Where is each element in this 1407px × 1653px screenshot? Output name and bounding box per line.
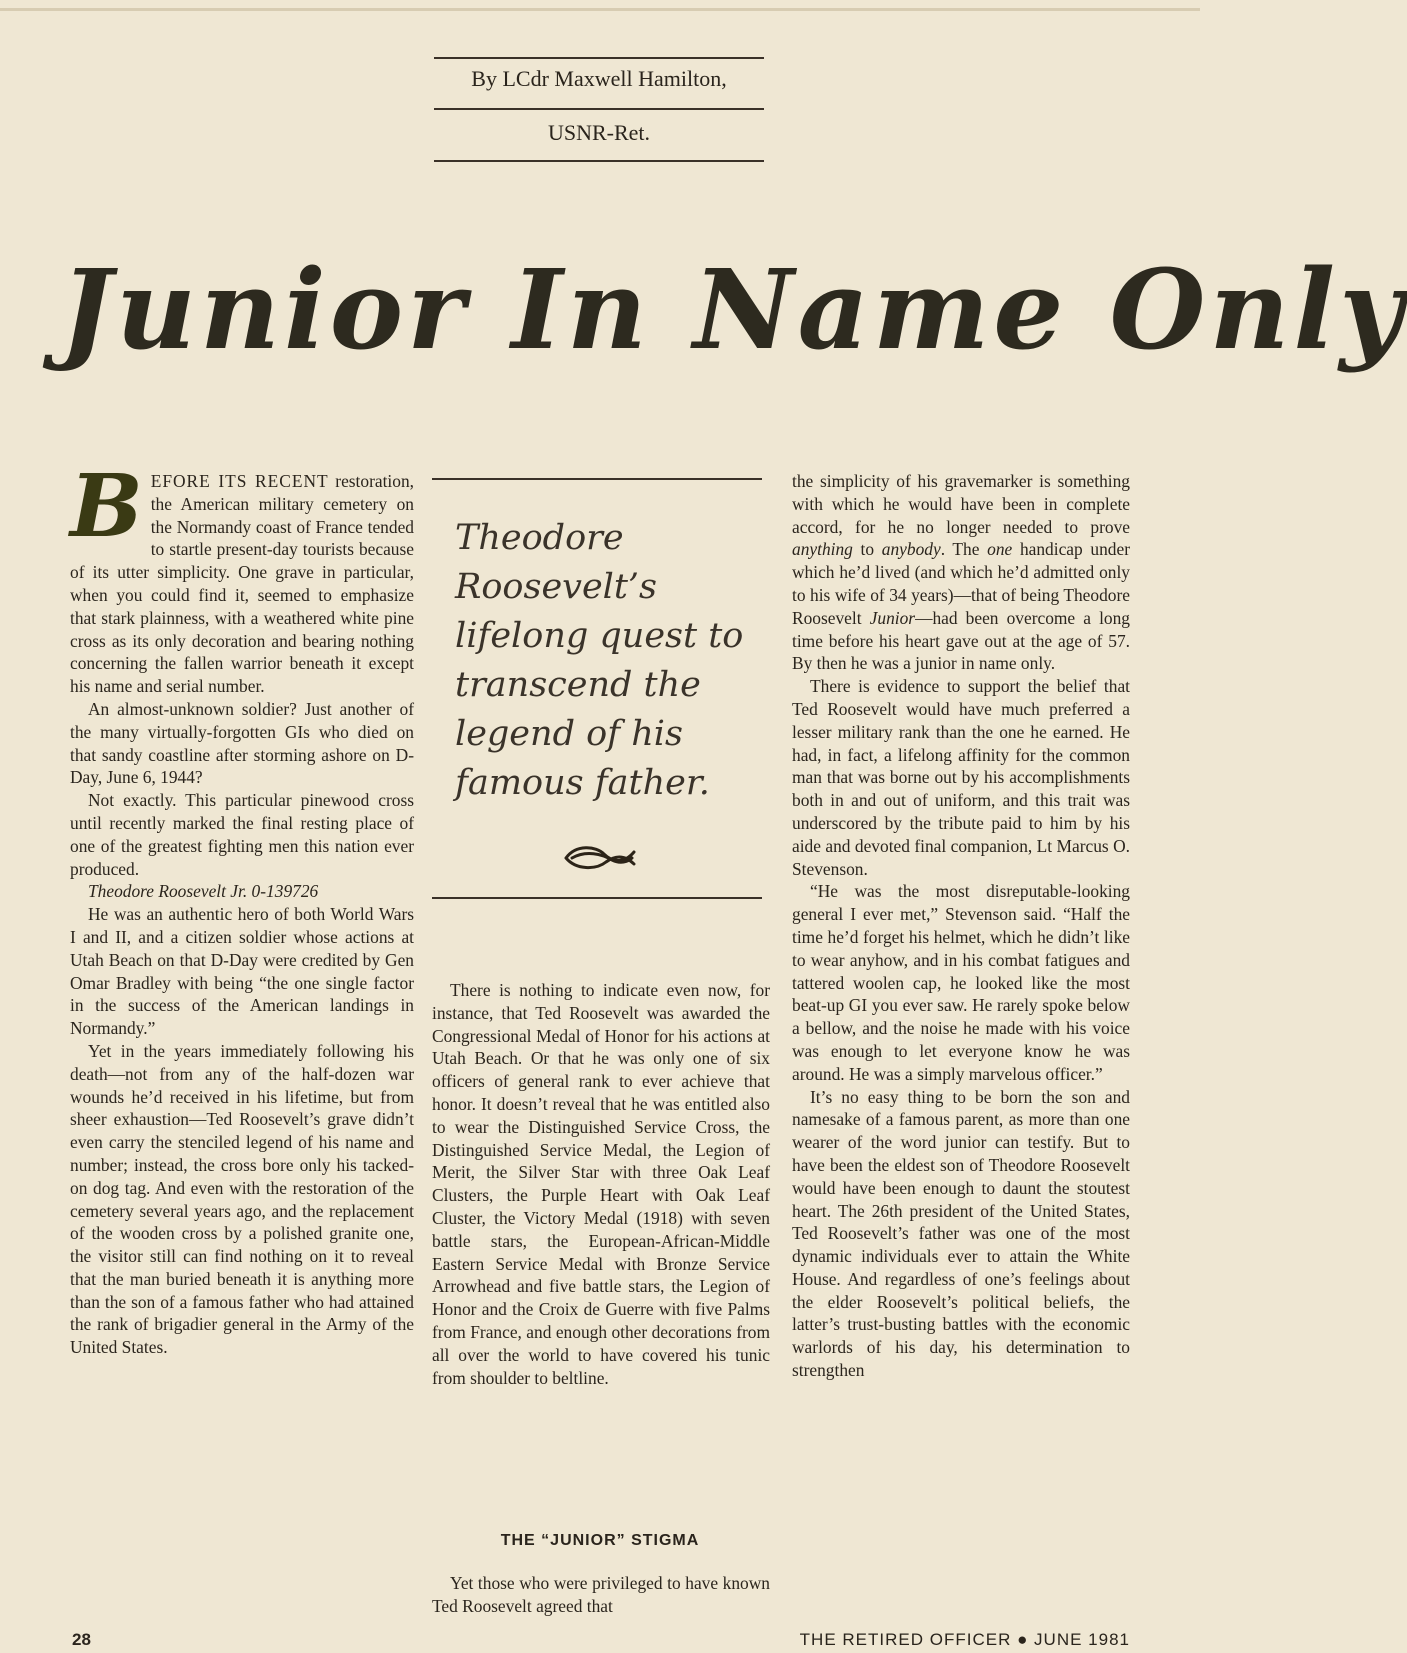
text: —had been overcome a long time before his heart gave out at the age of 57. By then he was a junior in name only. <box>792 607 1130 674</box>
paragraph <box>70 880 414 903</box>
byline-author: By LCdr Maxwell Hamilton, <box>471 66 727 91</box>
paragraph: Not exactly. This particular pinewood cross until recently marked the final resting place of one of the greatest fighting men this nation ever produced. <box>70 790 414 879</box>
text: . The <box>940 539 988 560</box>
pull-quote: Theodore Roosevelt’s lifelong quest to transcend the legend of his famous father. <box>455 518 744 803</box>
emphasis: Junior <box>869 607 916 628</box>
pullquote-rule-bottom <box>432 897 762 899</box>
column-middle <box>432 979 770 1389</box>
paragraph: Yet in the years immediately following his death—not from any of the half-dozen war wounds he’d received in his lifetime, but from sheer exhaustion—Ted Roosevelt’s grave didn’t even carry the stenciled legend of his name and number; instead, the cross bore only his tacked-on dog tag. And even with the restoration of the cemetery several years ago, and the replacement of the wooden cross by a polished granite one, the visitor still can find nothing on it to reveal that the man buried beneath it is anything more than the son of a famous father who had attained the rank of brigadier general in the Army of the United States. <box>70 1040 414 1358</box>
column-right <box>792 470 1130 1382</box>
emphasis: one <box>987 539 1013 560</box>
page-number: 28 <box>72 1630 91 1649</box>
column-left <box>70 456 414 1359</box>
paragraph: He was an authentic hero of both World Wars I and II, and a citizen soldier whose actions at Utah Beach on that D-Day were credited by Gen Omar Bradley with being “the one single factor in the success of the American landings in Normandy.” <box>70 904 414 1039</box>
text: to <box>852 539 882 560</box>
paragraph: It’s no easy thing to be born the son and namesake of a famous parent, as more than one wearer of the word junior can testify. But to have been the eldest son of Theodore Roosevelt would have been enough to daunt the stoutest heart. The 26th president of the United States, Ted Roosevelt’s father was one of the most dynamic individuals ever to attain the White House. And regardless of one’s feelings about the elder Roosevelt’s political beliefs, the latter’s trust-busting battles with the economic warlords of his day, his determination to strengthen <box>792 1086 1130 1381</box>
paragraph <box>792 470 1130 675</box>
paragraph <box>70 456 414 698</box>
paragraph: There is nothing to indicate even now, for instance, that Ted Roosevelt was awarded the Congressional Medal of Honor for his actions at Utah Beach. Or that he was only one of six officers of general rank to ever achieve that honor. It doesn’t reveal that he was entitled also to wear the Distinguished Service Cross, the Distinguished Service Medal, the Legion of Merit, the Silver Star with three Oak Leaf Clusters, the Purple Heart with Oak Leaf Cluster, the Victory Medal (1918) with seven battle stars, the European-African-Middle Eastern Service Medal with Bronze Service Arrowhead and five battle stars, the Legion of Honor and the Croix de Guerre with five Palms from France, and enough other decorations from all over the world to have covered his tunic from shoulder to beltline. <box>432 980 770 1388</box>
top-edge-line <box>0 8 1200 11</box>
serial-line: Theodore Roosevelt Jr. 0-139726 <box>88 881 319 902</box>
column-middle-continued <box>432 1572 770 1618</box>
opening-caps: EFORE ITS RECENT <box>150 471 329 491</box>
byline-rule-middle <box>434 108 764 110</box>
paragraph: Yet those who were privileged to have known Ted Roosevelt agreed that <box>432 1573 770 1616</box>
pullquote-rule-top <box>432 478 762 480</box>
byline-rule-bottom <box>434 160 764 162</box>
ornament-icon <box>562 840 638 876</box>
emphasis: anything <box>792 539 853 560</box>
emphasis: anybody <box>881 539 941 560</box>
paragraph: An almost-unknown soldier? Just another of the many virtually-forgotten GIs who died on that sandy coastline after storming ashore on D-Day, June 6, 1944? <box>70 698 414 788</box>
paragraph: “He was the most disreputable-looking general I ever met,” Stevenson said. “Half the time he’d forget his helmet, which he didn’t like to wear anyhow, and in his combat fatigues and tattered woolen cap, he looked like the most beat-up GI you ever saw. He rarely spoke below a bellow, and the noise he made with his voice was enough to let everyone know he was around. He was a simply marvelous officer.” <box>792 881 1130 1084</box>
section-subhead: THE “JUNIOR” STIGMA <box>500 1532 700 1549</box>
paragraph-text: restoration, the American military cemetery on the Normandy coast of France tended to startle present-day tourists because of its utter simplicity. One grave in particular, when you could find it, seemed to emphasize that stark plainness, with a weathered white pine cross as its only decoration and bearing nothing concerning the fallen warrior beneath it except his name and serial number. <box>70 471 414 697</box>
text: the simplicity of his gravemarker is something with which he would have been in complete accord, for he no longer needed to prove <box>792 471 1130 537</box>
publication-footer: THE RETIRED OFFICER ● JUNE 1981 <box>799 1630 1130 1649</box>
byline-rule-top <box>434 57 764 59</box>
paragraph: There is evidence to support the belief that Ted Roosevelt would have much preferred a lesser military rank than the one he earned. He had, in fact, a lifelong affinity for the common man that was borne out by his accomplishments both in and out of uniform, and this trait was underscored by the tribute paid to him by his aide and devoted final companion, Lt Marcus O. Stevenson. <box>792 676 1130 879</box>
text: handicap under which he’d lived (and which he’d admitted only to his wife of 34 years)—that of being Theodore Roosevelt <box>792 539 1131 628</box>
article-title: Junior In Name Only <box>60 245 1407 374</box>
drop-cap: B <box>70 456 143 557</box>
byline-rank: USNR-Ret. <box>547 120 651 145</box>
